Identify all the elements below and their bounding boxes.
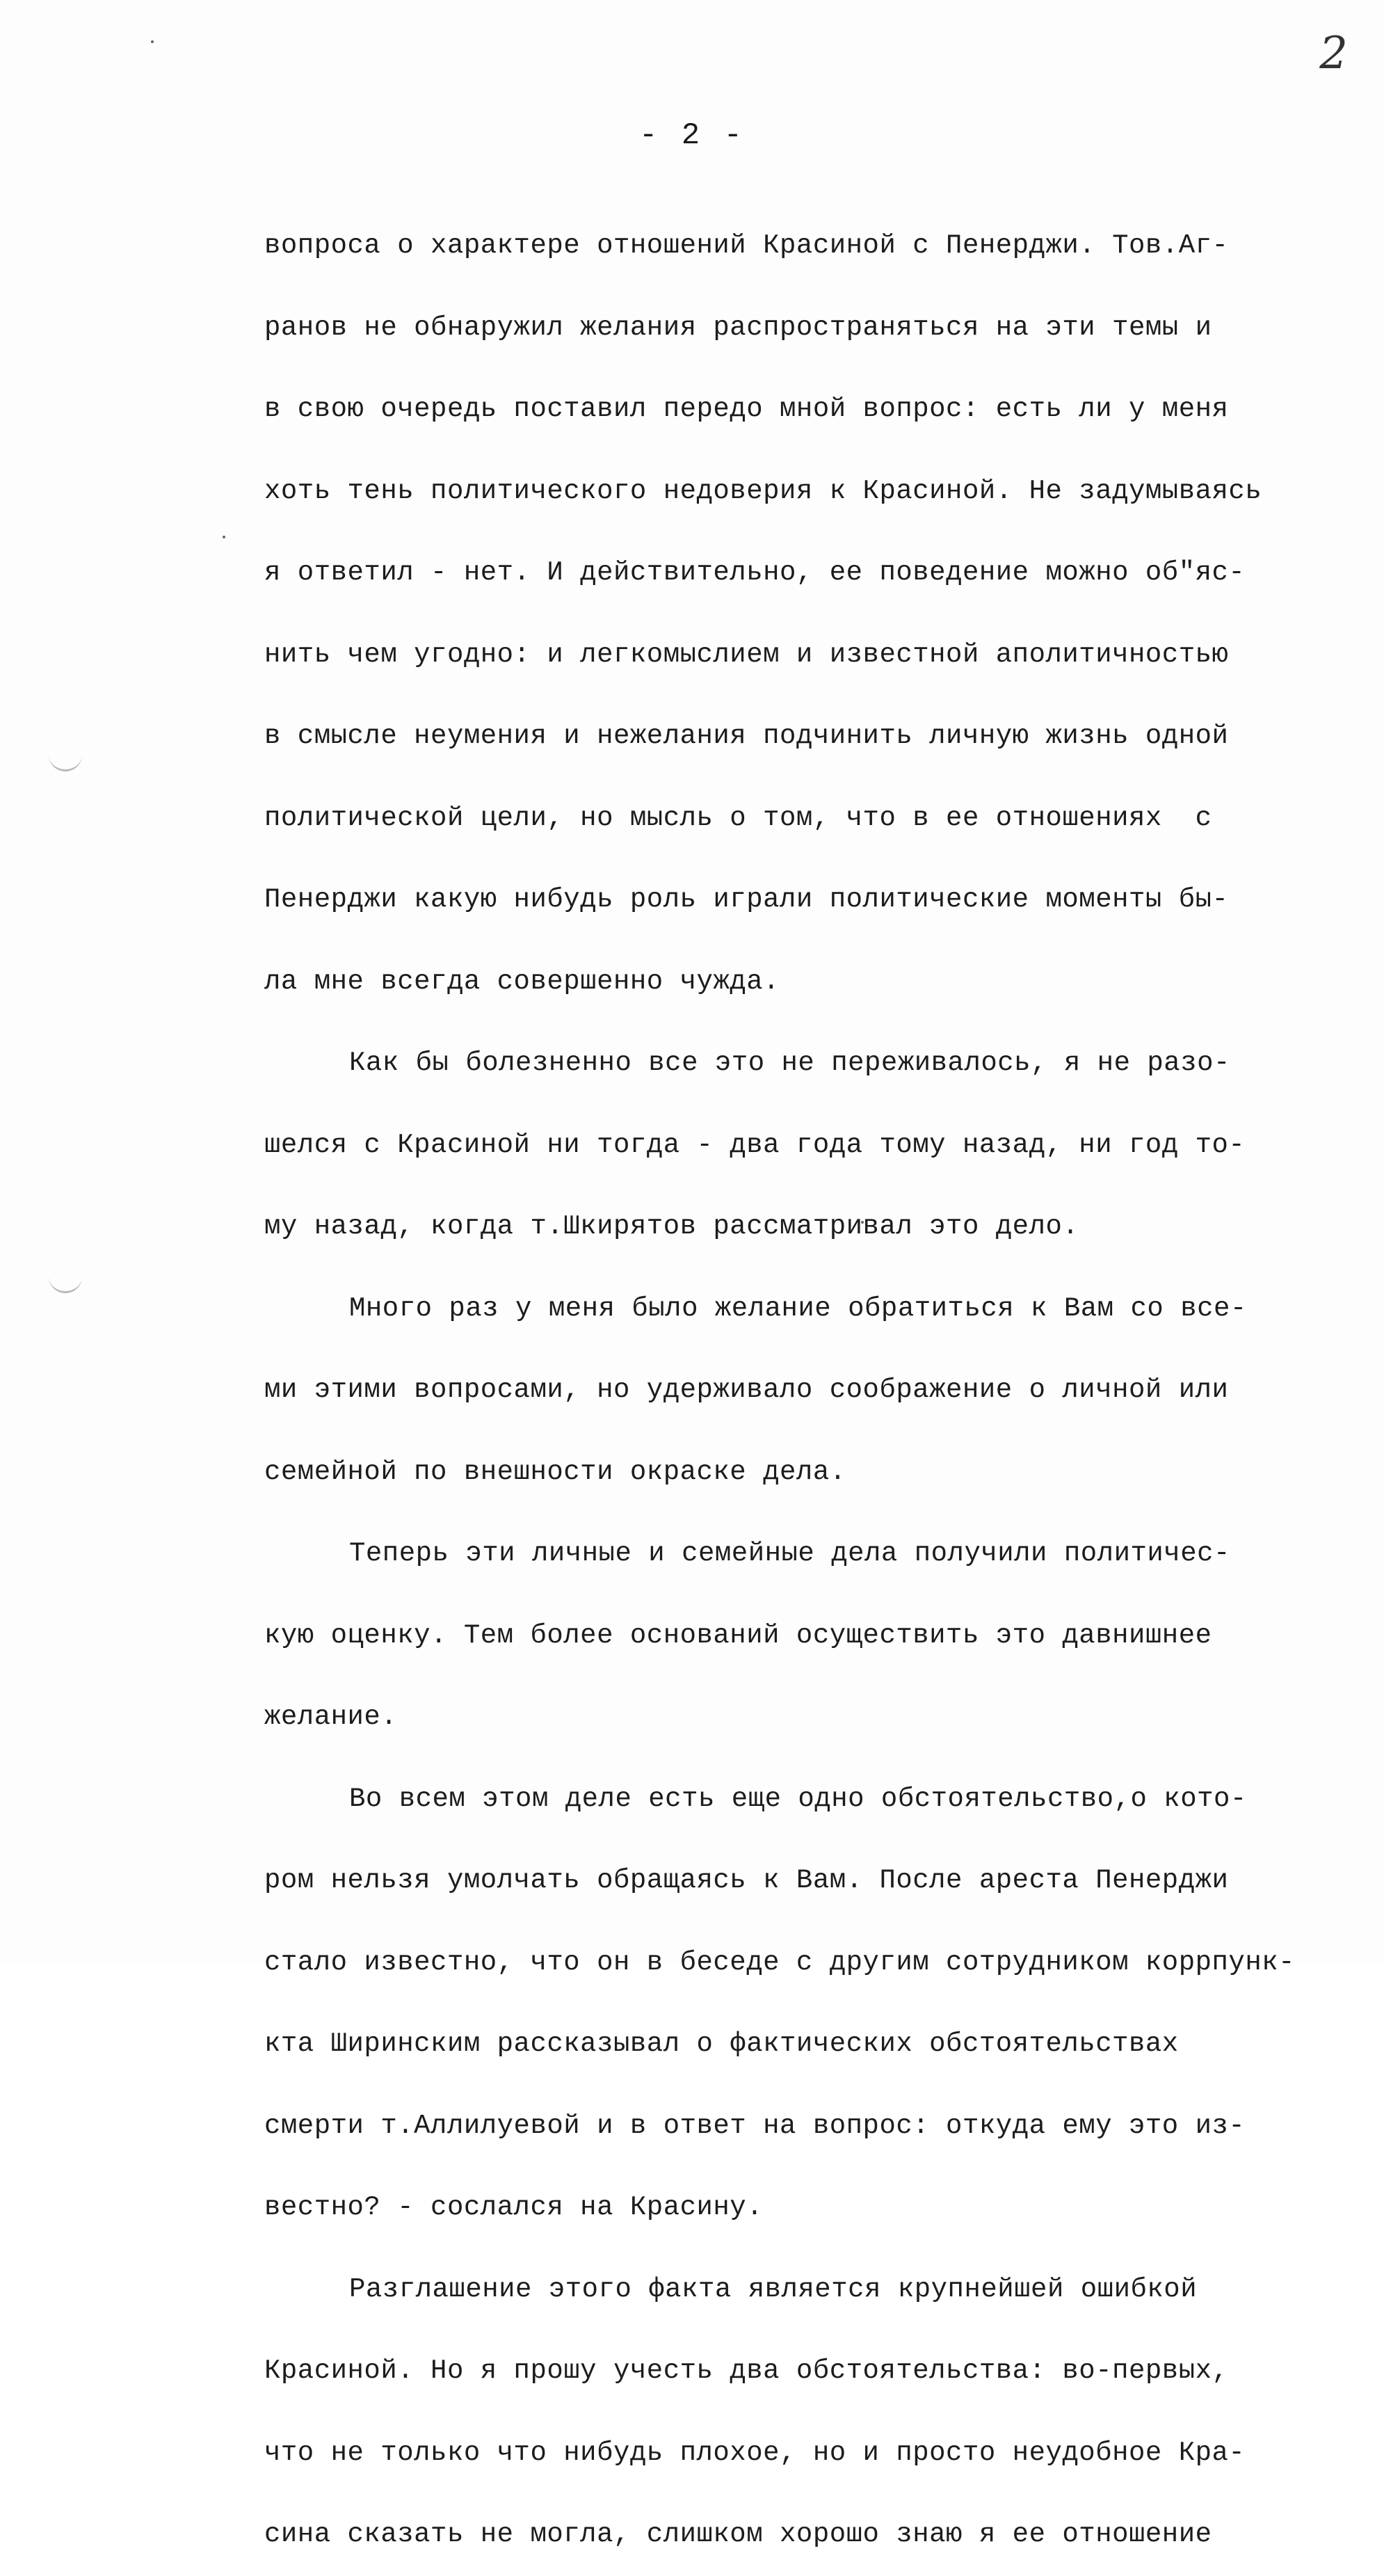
paper-speck [223,536,225,538]
text-line: ми этими вопросами, но удерживало соображение о личной или [264,1375,1229,1405]
text-line-paragraph-start: Разглашение этого факта является крупнейшей ошибкой [349,2273,1198,2305]
text-line: кую оценку. Тем более оснований осуществить это давнишнее [264,1619,1212,1651]
text-line: семейной по внешности окраске дела. [264,1456,846,1487]
text-line: я ответил - нет. И действительно, ее поведение можно об"яс- [264,557,1246,588]
text-line: хоть тень политического недоверия к Красиной. Не задумываясь [264,475,1262,506]
text-line-paragraph-start: Во всем этом деле есть еще одно обстоятельство,о кото- [349,1783,1247,1814]
text-line-paragraph-start: Теперь эти личные и семейные дела получили политичес- [349,1538,1230,1569]
text-line: политической цели, но мысль о том, что в ее отношениях с [264,802,1212,833]
typed-body-text [264,205,1370,2576]
text-line: в свою очередь поставил передо мной вопрос: есть ли у меня [264,394,1229,424]
text-line: Пенерджи какую нибудь роль играли политические моменты бы- [264,884,1229,915]
text-line: желание. [264,1702,398,1732]
text-line: нить чем угодно: и легкомыслием и известной аполитичностью [264,639,1229,670]
text-line: вестно? - сослался на Красину. [264,2192,764,2223]
text-line: сина сказать не могла, слишком хорошо знаю я ее отношение [264,2519,1212,2550]
text-line: му назад, когда т.Шкирятов рассматривал это дело. [264,1211,1079,1242]
text-line: ром нельзя умолчать обращаясь к Вам. После ареста Пенерджи [264,1865,1229,1896]
text-line: Красиной. Но я прошу учесть два обстоятельства: во-первых, [264,2355,1229,2386]
text-line: ранов не обнаружил желания распространяться на эти темы и [264,312,1212,343]
punch-hole-mark [49,751,82,771]
text-line: смерти т.Аллилуевой и в ответ на вопрос: откуда ему это из- [264,2110,1246,2141]
paper-speck [151,40,154,43]
text-line: ла мне всегда совершенно чужда. [264,966,780,997]
page-header: - 2 - [638,118,746,153]
text-line-paragraph-start: Как бы болезненно все это не переживалось, я не разо- [349,1048,1230,1078]
text-line: кта Ширинским рассказывал о фактических обстоятельствах [264,2029,1179,2059]
text-line: вопроса о характере отношений Красиной с Пенерджи. Тов.Аг- [264,230,1229,261]
text-line: шелся с Красиной ни тогда - два года тому назад, ни год то- [264,1129,1246,1160]
text-line: стало известно, что он в беседе с другим сотрудником коррпунк- [264,1946,1296,1978]
handwritten-page-number: 2 [1319,28,1348,79]
text-line-paragraph-start: Много раз у меня было желание обратиться к Вам со все- [349,1293,1247,1324]
text-line: в смысле неумения и нежелания подчинить личную жизнь одной [264,721,1229,751]
text-line: что не только что нибудь плохое, но и просто неудобное Кра- [264,2437,1246,2468]
punch-hole-mark [49,1273,82,1293]
